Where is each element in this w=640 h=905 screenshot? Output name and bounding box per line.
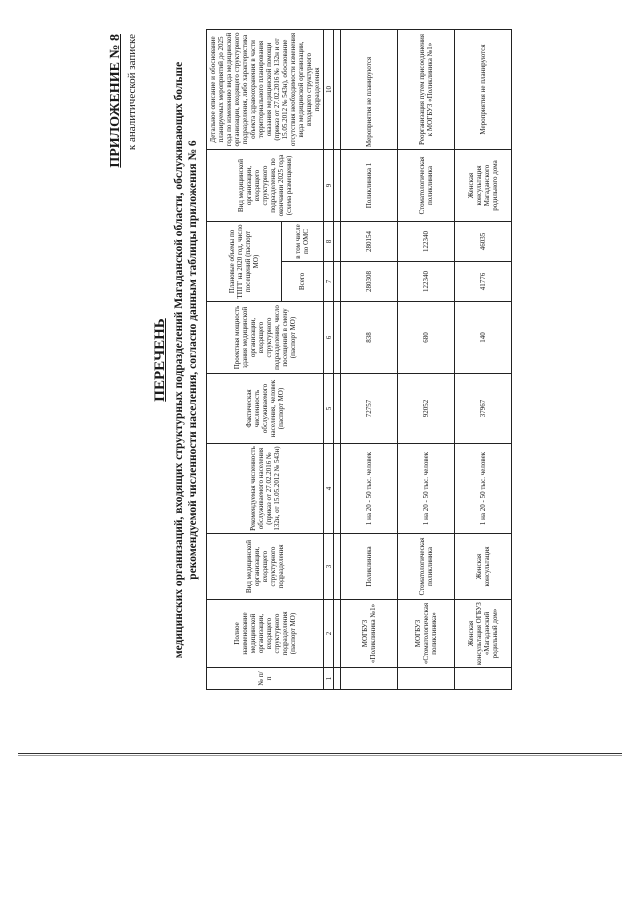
column-number-row	[324, 30, 334, 690]
column-number: 2	[324, 600, 334, 668]
header-actual: Фактическая численность обслуживаемого населения, человек (паспорт МО)	[207, 374, 324, 444]
column-number: 10	[324, 30, 334, 150]
document-subtitle: медицинских организаций, входящих структурных подразделений Магаданской области, обслуживающих больше рекомендуемой численности населения, согласно данным таблицы приложения № 6	[173, 61, 199, 659]
header-row	[207, 30, 282, 690]
row-description: Мероприятия не планируются	[341, 30, 398, 150]
header-plan-oms: в том числе по ОМС	[281, 222, 323, 262]
page-divider-line	[18, 753, 622, 754]
row-capacity: 680	[398, 302, 455, 374]
row-type-2025: Женская консультация Магаданского родильного дома	[455, 150, 512, 222]
column-number: 9	[324, 150, 334, 222]
header-plan: Плановые объемы по ТПГГ на 2020 год, число посещений (паспорт МО)	[207, 222, 282, 302]
row-capacity: 838	[341, 302, 398, 374]
document-title: ПЕРЕЧЕНЬ	[152, 318, 168, 402]
row-type: Стоматологическая поликлиника	[398, 534, 455, 600]
blank-cell	[334, 302, 341, 374]
row-plan-total: 122340	[398, 262, 455, 302]
row-plan-oms: 46035	[455, 222, 512, 262]
header-description: Детальное описание и обоснование планируемых мероприятий до 2025 года по изменению вида медицинской организации, входящего структурного подразделения, либо характеристика объекта здравоохранения в части территориального планирования оказания медицинской помощи (приказ от 27.02.2016 № 132н и от 15.05.2012 № 543н), обоснование отсутствия необходимости изменения вида медицинской организации, входящего структурного подразделения	[207, 30, 324, 150]
row-actual: 72757	[341, 374, 398, 444]
row-plan-oms: 122340	[398, 222, 455, 262]
appendix-subtitle: к аналитической записке	[126, 34, 138, 151]
row-capacity: 140	[455, 302, 512, 374]
row-type-2025: Поликлиника 1	[341, 150, 398, 222]
row-num	[398, 668, 455, 690]
row-type: Женская консультация	[455, 534, 512, 600]
header-recommended: Рекомендуемая численность обслуживаемого населения (приказ от 27.02.2016 № 132н, от 15.05.2012 № 543н)	[207, 444, 324, 534]
rotated-document-sheet	[110, 30, 530, 690]
row-recommended: 1 на 20 - 50 тыс. человек	[341, 444, 398, 534]
header-num: № п/п	[207, 668, 324, 690]
organizations-table	[206, 29, 512, 690]
row-actual: 37967	[455, 374, 512, 444]
blank-cell	[334, 222, 341, 262]
row-plan-oms: 280154	[341, 222, 398, 262]
header-type-2025: Вид медицинской организации, входящего структурного подразделения, по окончании 2025 года (схема размещения)	[207, 150, 324, 222]
column-number: 7	[324, 262, 334, 302]
column-number: 1	[324, 668, 334, 690]
row-actual: 92052	[398, 374, 455, 444]
blank-cell	[334, 150, 341, 222]
row-recommended: 1 на 20 - 50 тыс. человек	[398, 444, 455, 534]
row-type: Поликлиника	[341, 534, 398, 600]
row-description: Реорганизация путем присоединения к МОГБУЗ «Поликлиника №1»	[398, 30, 455, 150]
row-plan-total: 280308	[341, 262, 398, 302]
blank-cell	[334, 30, 341, 150]
table-row	[398, 30, 455, 690]
column-number: 3	[324, 534, 334, 600]
row-recommended: 1 на 20 - 50 тыс. человек	[455, 444, 512, 534]
blank-row	[334, 30, 341, 690]
column-number: 8	[324, 222, 334, 262]
header-plan-total: Всего	[281, 262, 323, 302]
row-type-2025: Стоматологическая поликлиника	[398, 150, 455, 222]
row-plan-total: 41776	[455, 262, 512, 302]
table-row	[341, 30, 398, 690]
row-description: Мероприятия не планируются	[455, 30, 512, 150]
row-name: МОГБУЗ «Стоматологическая поликлиника»	[398, 600, 455, 668]
row-name: МОГБУЗ «Поликлиника №1»	[341, 600, 398, 668]
column-number: 5	[324, 374, 334, 444]
blank-cell	[334, 668, 341, 690]
blank-cell	[334, 374, 341, 444]
row-name: Женская консультация ОГБУЗ «Магаданский родильный дом»	[455, 600, 512, 668]
row-num	[455, 668, 512, 690]
page-divider-line-shadow	[18, 755, 622, 756]
header-capacity: Проектная мощность здания медицинской организации, входящего структурного подразделения, число посещений в смену (паспорт МО)	[207, 302, 324, 374]
table-row	[455, 30, 512, 690]
blank-cell	[334, 534, 341, 600]
appendix-title: ПРИЛОЖЕНИЕ № 8	[108, 34, 123, 168]
row-num	[341, 668, 398, 690]
blank-cell	[334, 600, 341, 668]
blank-cell	[334, 444, 341, 534]
column-number: 6	[324, 302, 334, 374]
header-type: Вид медицинской организации, входящего структурного подразделения	[207, 534, 324, 600]
header-name: Полное наименование медицинской организации, входящего структурного подразделения (паспорт МО)	[207, 600, 324, 668]
blank-cell	[334, 262, 341, 302]
column-number: 4	[324, 444, 334, 534]
